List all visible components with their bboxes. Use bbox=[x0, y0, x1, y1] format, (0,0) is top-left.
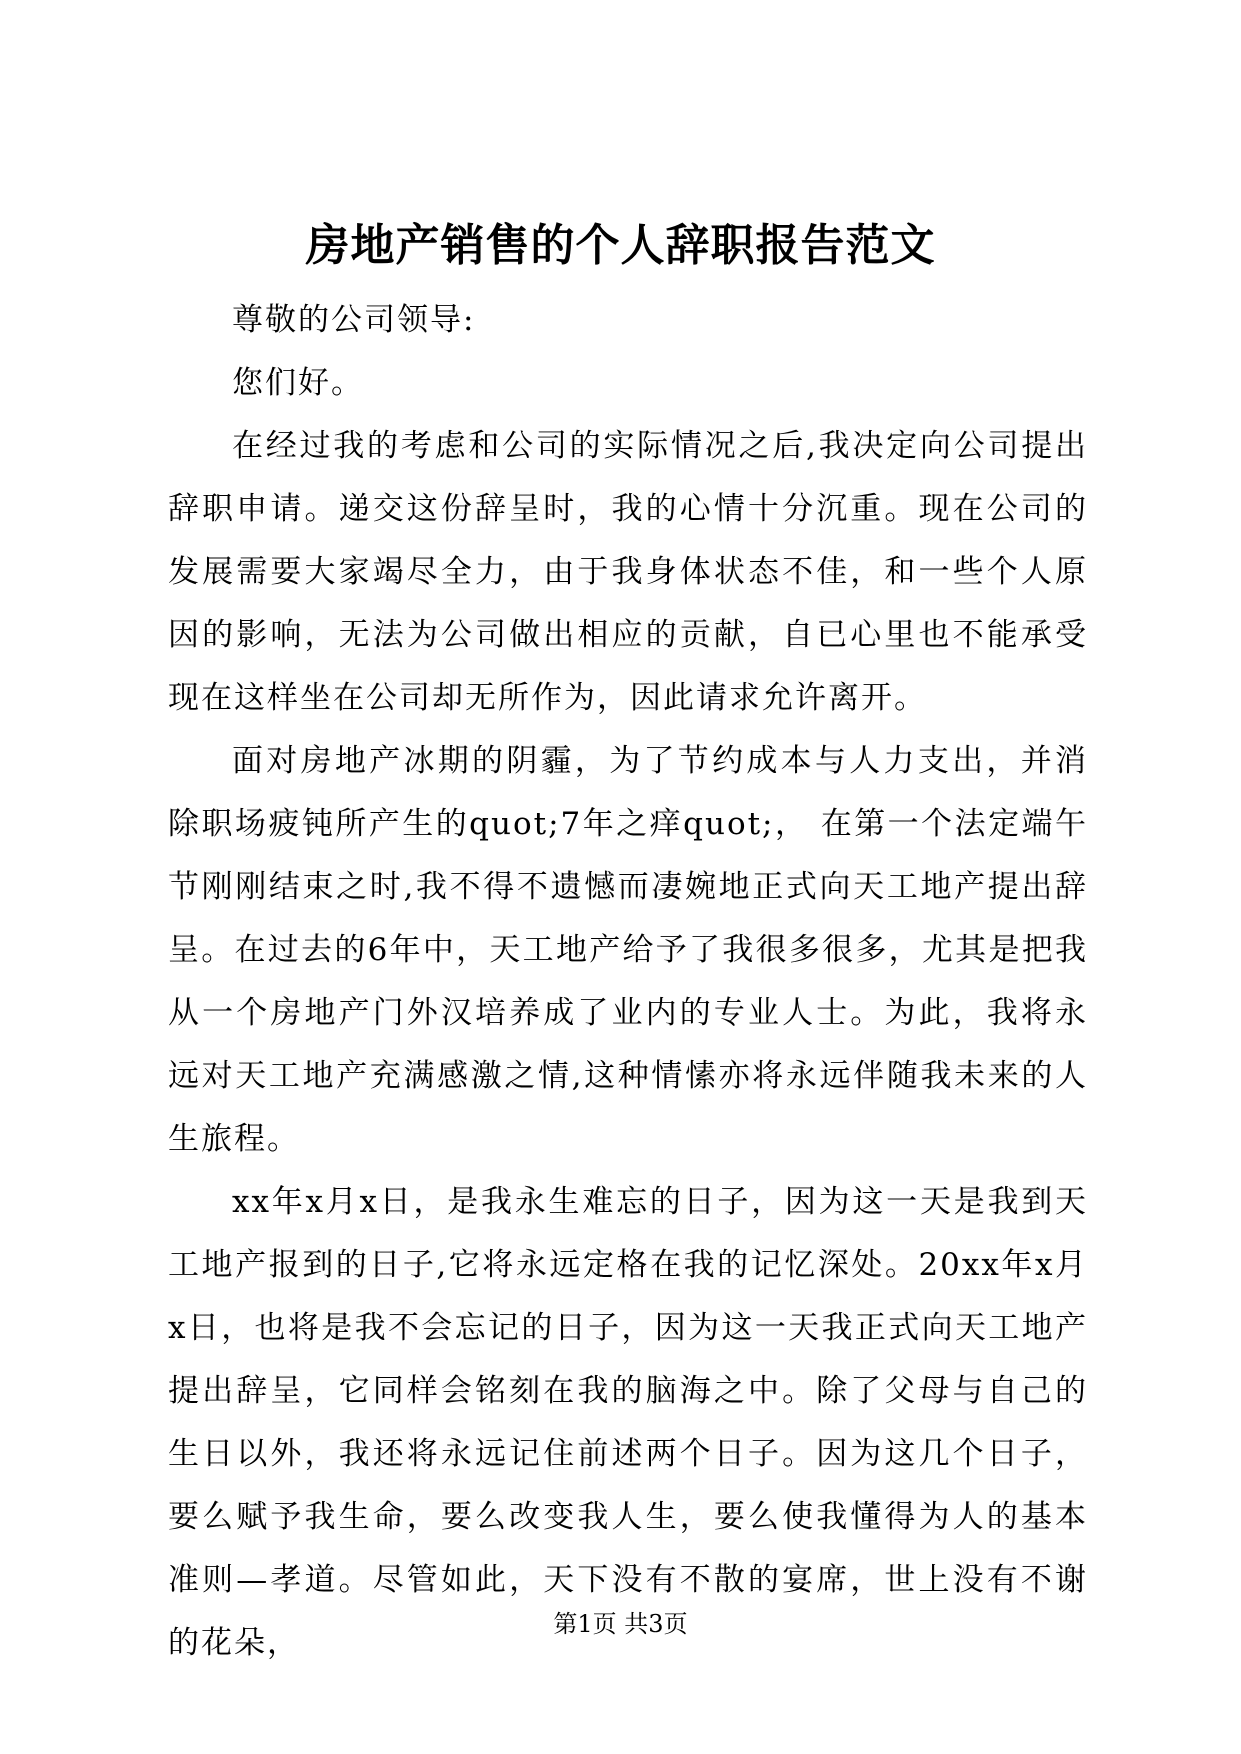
salutation: 尊敬的公司领导: bbox=[232, 302, 476, 338]
document-title: 房地产销售的个人辞职报告范文 bbox=[305, 220, 936, 271]
paragraph-3: xx年x月x日，是我永生难忘的日子，因为这一天是我到天工地产报到的日子,它将永远定格在我的记忆深处。20xx年x月x日，也将是我不会忘记的日子，因为这一天我正式向天工地产提出辞呈，它同样会铭刻在我的脑海之中。除了父母与自己的生日以外，我还将永远记住前述两个日子。因为这几个日子，要么赋予我生命，要么改变我人生，要么使我懂得为人的基本准则—孝道。尽管如此，天下没有不散的宴席，世上没有不谢的花朵， bbox=[168, 1184, 1088, 1661]
page-indicator: 第1页 共3页 bbox=[553, 1610, 688, 1638]
document-body bbox=[168, 289, 1088, 1675]
greeting: 您们好。 bbox=[232, 365, 364, 401]
paragraph-1: 在经过我的考虑和公司的实际情况之后,我决定向公司提出辞职申请。递交这份辞呈时，我的心情十分沉重。现在公司的发展需要大家竭尽全力，由于我身体状态不佳，和一些个人原因的影响，无法为公司做出相应的贡献，自已心里也不能承受现在这样坐在公司却无所作为，因此请求允许离开。 bbox=[168, 428, 1088, 716]
paragraph-2: 面对房地产冰期的阴霾，为了节约成本与人力支出，并消除职场疲钝所产生的quot;7年之痒quot;， 在第一个法定端午节刚刚结束之时,我不得不遗憾而凄婉地正式向天工地产提出辞呈。在过去的6年中，天工地产给予了我很多很多，尤其是把我从一个房地产门外汉培养成了业内的专业人士。为此，我将永远对天工地产充满感激之情,这种情愫亦将永远伴随我未来的人生旅程。 bbox=[168, 743, 1088, 1157]
